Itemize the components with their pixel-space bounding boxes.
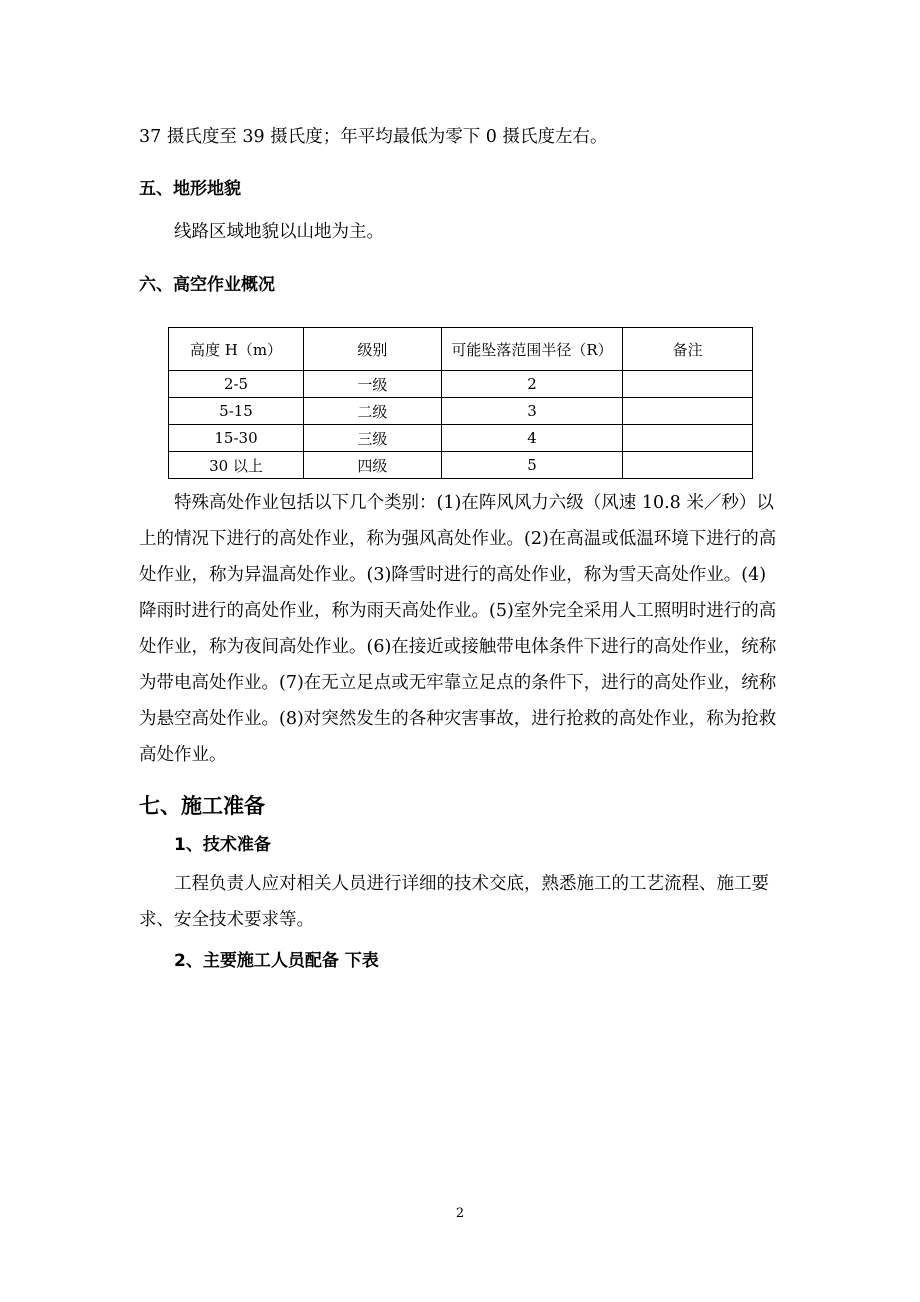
cell-height: 30 以上 xyxy=(169,452,304,479)
cell-level: 三级 xyxy=(304,425,442,452)
header-fall-radius: 可能坠落范围半径（R） xyxy=(441,328,623,371)
subsection-2-heading: 2、主要施工人员配备 下表 xyxy=(174,951,379,971)
header-remarks: 备注 xyxy=(623,328,753,371)
cell-remarks xyxy=(623,398,753,425)
table-row xyxy=(169,398,753,425)
cell-remarks xyxy=(623,371,753,398)
cell-radius: 2 xyxy=(441,371,623,398)
cell-remarks xyxy=(623,425,753,452)
cell-height: 5-15 xyxy=(169,398,304,425)
cell-height: 15-30 xyxy=(169,425,304,452)
cell-radius: 3 xyxy=(441,398,623,425)
cell-level: 四级 xyxy=(304,452,442,479)
subsection-1-heading: 1、技术准备 xyxy=(174,835,271,855)
cell-height: 2-5 xyxy=(169,371,304,398)
height-level-table xyxy=(168,327,753,479)
section-5-heading: 五、地形地貌 xyxy=(139,179,241,199)
page-number: 2 xyxy=(455,1206,465,1221)
table-row xyxy=(169,452,753,479)
cell-remarks xyxy=(623,452,753,479)
cell-level: 一级 xyxy=(304,371,442,398)
section-5-body: 线路区域地貌以山地为主。 xyxy=(174,222,384,242)
cell-level: 二级 xyxy=(304,398,442,425)
continuation-text: 37 摄氏度至 39 摄氏度；年平均最低为零下 0 摄氏度左右。 xyxy=(139,127,608,147)
table-header-row xyxy=(169,328,753,371)
section-7-heading: 七、施工准备 xyxy=(139,794,265,818)
header-height: 高度 H（m） xyxy=(169,328,304,371)
cell-radius: 5 xyxy=(441,452,623,479)
header-level: 级别 xyxy=(304,328,442,371)
cell-radius: 4 xyxy=(441,425,623,452)
table-row xyxy=(169,425,753,452)
table-row xyxy=(169,371,753,398)
section-6-heading: 六、高空作业概况 xyxy=(139,275,275,295)
section-6-body: 特殊高处作业包括以下几个类别：(1)在阵风风力六级（风速 10.8 米／秒）以上的情况下进行的高处作业，称为强风高处作业。(2)在高温或低温环境下进行的高处作业，称为异温高处作业。(3)降雪时进行的高处作业，称为雪天高处作业。(4)降雨时进行的高处作业，称为雨天高处作业。(5)室外完全采用人工照明时进行的高处作业，称为夜间高处作业。(6)在接近或接触带电体条件下进行的高处作业，统称为带电高处作业。(7)在无立足点或无牢靠立足点的条件下，进行的高处作业，统称为悬空高处作业。(8)对突然发生的各种灾害事故，进行抢救的高处作业，称为抢救高处作业。 xyxy=(139,493,777,765)
subsection-1-body: 工程负责人应对相关人员进行详细的技术交底，熟悉施工的工艺流程、施工要求、安全技术要求等。 xyxy=(139,874,769,930)
